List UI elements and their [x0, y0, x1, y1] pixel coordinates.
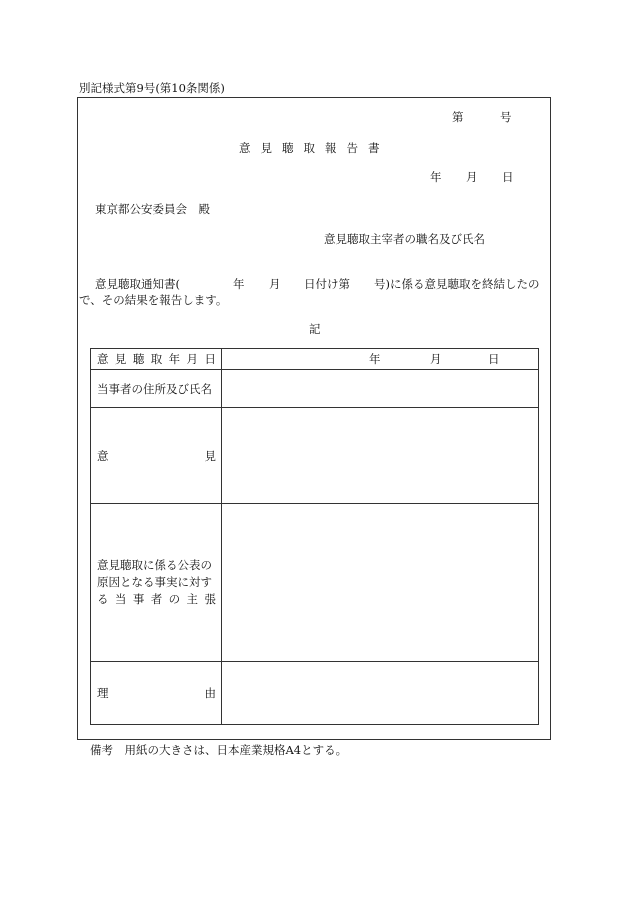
label-reason: 理 由 [97, 686, 216, 700]
addressee: 東京都公安委員会 殿 [95, 202, 210, 216]
body-year: 年 [233, 277, 245, 291]
remarks-note: 備考 用紙の大きさは、日本産業規格A4とする。 [90, 743, 348, 757]
number-dai: 第 [452, 110, 464, 124]
body-day-issue: 日付け第 [304, 277, 350, 291]
reason-cell[interactable] [222, 662, 539, 725]
date-year: 年 [430, 170, 442, 184]
party-address-name-cell[interactable] [222, 370, 539, 408]
document-title: 意見聴取報告書 [239, 141, 390, 155]
party-claim-cell[interactable] [222, 504, 539, 662]
hearing-date-cell[interactable] [222, 349, 539, 370]
hearing-date-year: 年 [369, 352, 381, 366]
table-row-party [91, 370, 539, 408]
number-go: 号 [500, 110, 512, 124]
form-reference: 別記様式第9号(第10条関係) [79, 81, 225, 95]
report-table [90, 348, 539, 725]
body-part1: 意見聴取通知書( [95, 277, 180, 291]
body-month: 月 [269, 277, 281, 291]
label-opinion: 意 見 [97, 448, 216, 463]
body-line2: で、その結果を報告します。 [79, 293, 228, 307]
table-row-claim [91, 504, 539, 662]
opinion-cell[interactable] [222, 408, 539, 504]
table-row-date [91, 349, 539, 370]
date-month: 月 [466, 170, 478, 184]
label-party-claim: 意見聴取に係る公表の 原因となる事実に対す る 当 事 者 の 主 張 [97, 558, 216, 606]
presider-title-name: 意見聴取主宰者の職名及び氏名 [324, 232, 485, 246]
label-hearing-date: 意 見 聴 取 年 月 日 [97, 352, 216, 366]
ki-heading: 記 [309, 322, 321, 336]
hearing-date-month: 月 [430, 352, 442, 366]
label-party-address-name: 当事者の住所及び氏名 [97, 381, 212, 396]
body-rest: 号)に係る意見聴取を終結したの [374, 277, 540, 291]
table-row-reason [91, 662, 539, 725]
date-day: 日 [502, 170, 514, 184]
hearing-date-day: 日 [488, 352, 500, 366]
table-row-opinion [91, 408, 539, 504]
